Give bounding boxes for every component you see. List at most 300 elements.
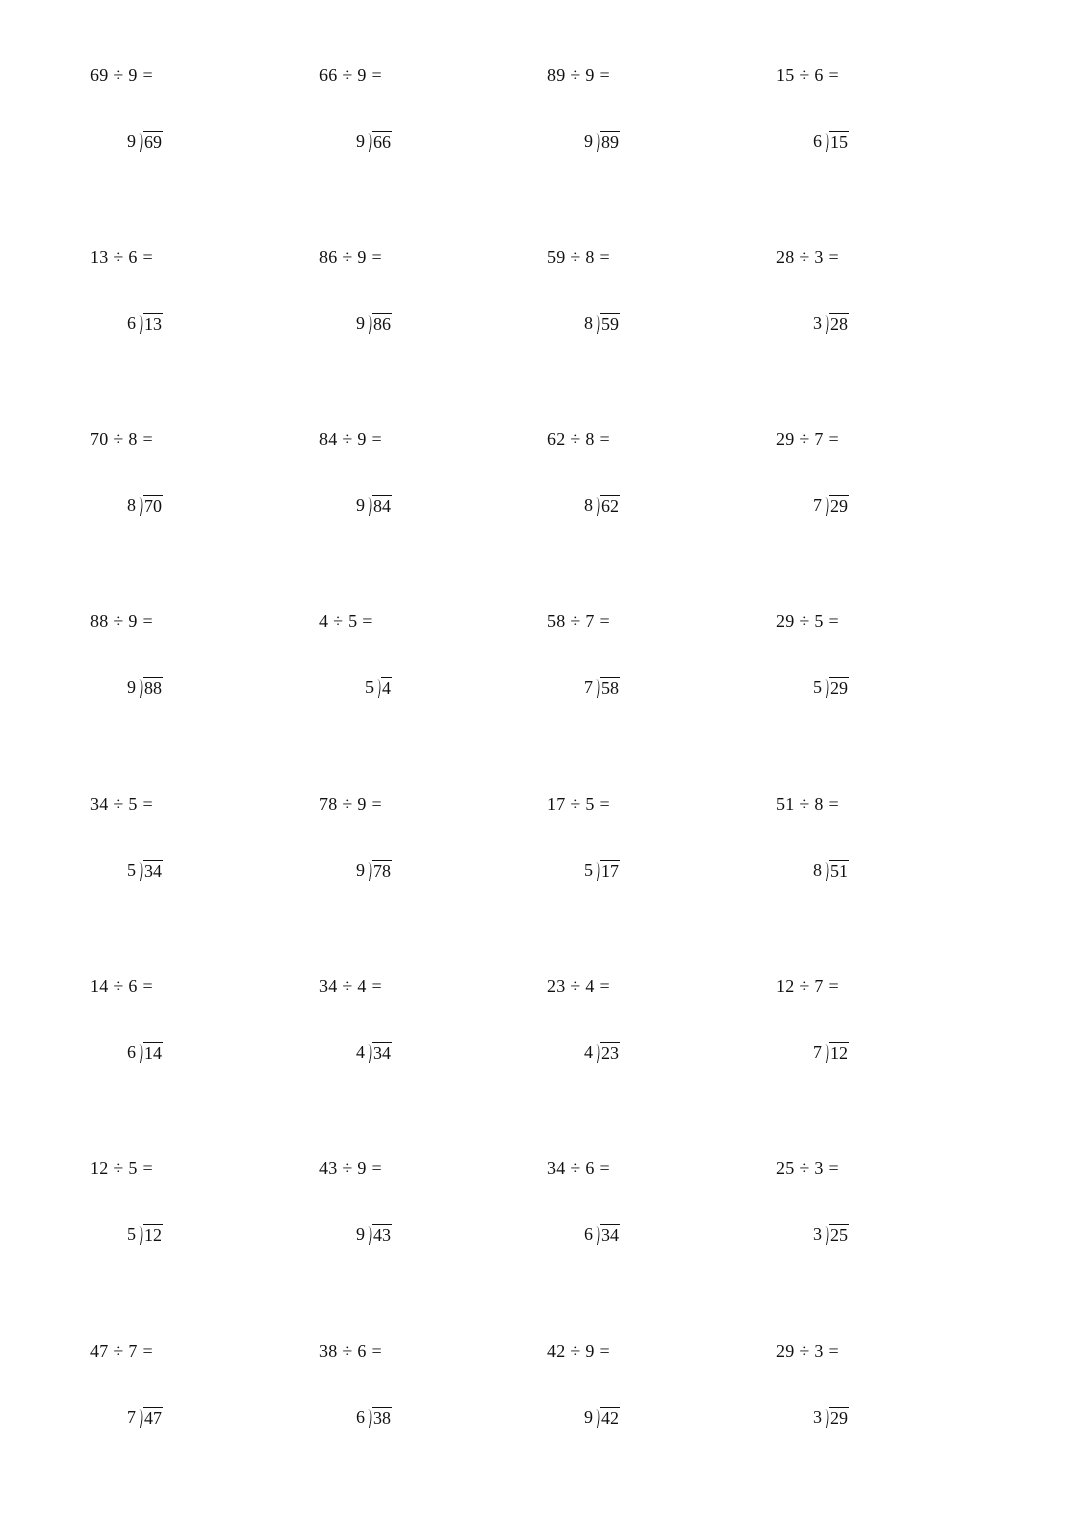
- division-equation: [90, 246, 153, 268]
- long-division-bracket: [127, 859, 163, 881]
- divide-sign: ÷: [799, 429, 810, 449]
- long-division-dividend: 47: [144, 1408, 162, 1428]
- divide-sign: ÷: [799, 1158, 810, 1178]
- long-division-dividend: 38: [373, 1408, 391, 1428]
- equals-sign: =: [599, 65, 610, 85]
- equation-divisor: 9: [357, 429, 367, 449]
- division-bracket-icon: [137, 861, 143, 881]
- divide-sign: ÷: [342, 1158, 353, 1178]
- long-division-bracket: [584, 676, 620, 698]
- equation-divisor: 7: [814, 429, 824, 449]
- long-division-dividend: 43: [373, 1225, 391, 1245]
- division-bracket-icon: [594, 678, 600, 698]
- equals-sign: =: [142, 429, 153, 449]
- division-bracket-icon: [594, 1225, 600, 1245]
- division-problem: [90, 428, 290, 538]
- division-equation: [90, 1340, 153, 1362]
- division-equation: [319, 1157, 382, 1179]
- equation-dividend: 69: [90, 65, 109, 85]
- equation-divisor: 5: [128, 1158, 138, 1178]
- division-bracket-icon: [823, 314, 829, 334]
- divide-sign: ÷: [570, 1341, 581, 1361]
- equals-sign: =: [828, 611, 839, 631]
- long-division-bracket: [584, 1223, 620, 1245]
- division-bracket-icon: [137, 1225, 143, 1245]
- long-division-bracket: [584, 130, 620, 152]
- division-bracket-icon: [594, 496, 600, 516]
- long-division-dividend: 58: [601, 678, 619, 698]
- division-equation: [90, 975, 153, 997]
- equation-divisor: 8: [585, 429, 595, 449]
- division-bracket-icon: [594, 314, 600, 334]
- long-division-bracket: [813, 1223, 849, 1245]
- equation-divisor: 7: [585, 611, 595, 631]
- divide-sign: ÷: [113, 1341, 124, 1361]
- equals-sign: =: [599, 611, 610, 631]
- division-equation: [776, 610, 839, 632]
- long-division-bracket: [356, 1041, 392, 1063]
- equation-divisor: 6: [128, 247, 138, 267]
- equation-divisor: 9: [585, 1341, 595, 1361]
- division-problem: [776, 1157, 976, 1267]
- division-problem: [90, 64, 290, 174]
- divide-sign: ÷: [799, 794, 810, 814]
- division-bracket-icon: [137, 1408, 143, 1428]
- divide-sign: ÷: [570, 976, 581, 996]
- equation-divisor: 7: [814, 976, 824, 996]
- equation-divisor: 4: [585, 976, 595, 996]
- division-problem: [547, 610, 747, 720]
- equation-dividend: 38: [319, 1341, 338, 1361]
- long-division-divisor: 8: [127, 495, 136, 515]
- division-equation: [547, 1340, 610, 1362]
- long-division-divisor: 6: [584, 1224, 593, 1244]
- division-bracket-icon: [823, 1043, 829, 1063]
- equation-divisor: 9: [357, 247, 367, 267]
- equation-divisor: 5: [348, 611, 358, 631]
- equation-dividend: 51: [776, 794, 795, 814]
- long-division-dividend: 51: [830, 861, 848, 881]
- division-bracket-icon: [366, 1225, 372, 1245]
- division-equation: [90, 610, 153, 632]
- long-division-divisor: 7: [584, 677, 593, 697]
- long-division-bracket: [813, 312, 849, 334]
- equation-divisor: 6: [357, 1341, 367, 1361]
- long-division-bracket: [127, 312, 163, 334]
- equals-sign: =: [142, 794, 153, 814]
- long-division-dividend: 59: [601, 314, 619, 334]
- equals-sign: =: [371, 65, 382, 85]
- equals-sign: =: [828, 247, 839, 267]
- divide-sign: ÷: [113, 247, 124, 267]
- equals-sign: =: [828, 1158, 839, 1178]
- division-problem: [547, 793, 747, 903]
- equation-dividend: 88: [90, 611, 109, 631]
- division-bracket-icon: [366, 132, 372, 152]
- division-problem: [90, 246, 290, 356]
- division-bracket-icon: [137, 678, 143, 698]
- long-division-divisor: 3: [813, 313, 822, 333]
- divide-sign: ÷: [342, 247, 353, 267]
- division-bracket-icon: [823, 861, 829, 881]
- equation-dividend: 66: [319, 65, 338, 85]
- equation-divisor: 3: [814, 247, 824, 267]
- division-equation: [547, 610, 610, 632]
- division-problem: [319, 428, 519, 538]
- long-division-dividend: 78: [373, 861, 391, 881]
- long-division-bracket: [127, 130, 163, 152]
- division-problem: [776, 246, 976, 356]
- division-problem: [547, 1157, 747, 1267]
- equals-sign: =: [142, 65, 153, 85]
- division-bracket-icon: [137, 314, 143, 334]
- long-division-dividend: 86: [373, 314, 391, 334]
- division-equation: [776, 428, 839, 450]
- equation-dividend: 29: [776, 611, 795, 631]
- equation-divisor: 3: [814, 1158, 824, 1178]
- equals-sign: =: [599, 794, 610, 814]
- division-equation: [319, 428, 382, 450]
- long-division-bracket: [356, 130, 392, 152]
- divide-sign: ÷: [113, 794, 124, 814]
- equals-sign: =: [371, 794, 382, 814]
- long-division-dividend: 14: [144, 1043, 162, 1063]
- equation-dividend: 14: [90, 976, 109, 996]
- equation-divisor: 3: [814, 1341, 824, 1361]
- long-division-divisor: 3: [813, 1224, 822, 1244]
- long-division-divisor: 9: [584, 131, 593, 151]
- equation-divisor: 9: [357, 794, 367, 814]
- long-division-bracket: [356, 312, 392, 334]
- long-division-dividend: 25: [830, 1225, 848, 1245]
- equals-sign: =: [142, 247, 153, 267]
- equation-divisor: 9: [357, 1158, 367, 1178]
- divide-sign: ÷: [799, 1341, 810, 1361]
- long-division-divisor: 5: [127, 1224, 136, 1244]
- division-equation: [319, 246, 382, 268]
- division-problem: [776, 64, 976, 174]
- division-equation: [547, 975, 610, 997]
- equals-sign: =: [371, 1341, 382, 1361]
- equation-dividend: 15: [776, 65, 795, 85]
- division-bracket-icon: [823, 1408, 829, 1428]
- division-problem: [90, 1340, 290, 1450]
- long-division-dividend: 34: [373, 1043, 391, 1063]
- long-division-divisor: 9: [127, 677, 136, 697]
- equals-sign: =: [371, 1158, 382, 1178]
- division-equation: [90, 428, 153, 450]
- division-problem: [776, 975, 976, 1085]
- long-division-dividend: 28: [830, 314, 848, 334]
- divide-sign: ÷: [342, 976, 353, 996]
- long-division-dividend: 62: [601, 496, 619, 516]
- equals-sign: =: [371, 247, 382, 267]
- long-division-bracket: [356, 859, 392, 881]
- equation-dividend: 17: [547, 794, 566, 814]
- division-problem: [547, 975, 747, 1085]
- divide-sign: ÷: [342, 794, 353, 814]
- division-bracket-icon: [366, 1043, 372, 1063]
- equation-divisor: 9: [357, 65, 367, 85]
- division-bracket-icon: [137, 1043, 143, 1063]
- equals-sign: =: [599, 429, 610, 449]
- long-division-dividend: 23: [601, 1043, 619, 1063]
- long-division-divisor: 5: [365, 677, 374, 697]
- division-equation: [547, 246, 610, 268]
- long-division-dividend: 29: [830, 496, 848, 516]
- division-problem: [776, 610, 976, 720]
- long-division-bracket: [127, 676, 163, 698]
- long-division-dividend: 89: [601, 132, 619, 152]
- equation-dividend: 70: [90, 429, 109, 449]
- division-bracket-icon: [375, 678, 381, 698]
- long-division-bracket: [584, 1041, 620, 1063]
- division-bracket-icon: [366, 861, 372, 881]
- equation-divisor: 6: [585, 1158, 595, 1178]
- equation-dividend: 34: [547, 1158, 566, 1178]
- long-division-divisor: 8: [813, 860, 822, 880]
- long-division-dividend: 29: [830, 678, 848, 698]
- equals-sign: =: [142, 611, 153, 631]
- division-equation: [90, 64, 153, 86]
- long-division-bracket: [813, 859, 849, 881]
- equation-dividend: 58: [547, 611, 566, 631]
- long-division-bracket: [813, 676, 849, 698]
- equals-sign: =: [599, 976, 610, 996]
- long-division-bracket: [356, 1406, 392, 1428]
- long-division-dividend: 34: [601, 1225, 619, 1245]
- equation-divisor: 9: [128, 611, 138, 631]
- long-division-bracket: [813, 494, 849, 516]
- division-problem: [90, 793, 290, 903]
- division-problem: [319, 1340, 519, 1450]
- long-division-divisor: 8: [584, 313, 593, 333]
- divide-sign: ÷: [570, 1158, 581, 1178]
- equation-dividend: 12: [776, 976, 795, 996]
- division-problem: [776, 793, 976, 903]
- division-problem: [319, 246, 519, 356]
- division-bracket-icon: [366, 314, 372, 334]
- long-division-divisor: 7: [127, 1407, 136, 1427]
- long-division-dividend: 42: [601, 1408, 619, 1428]
- long-division-divisor: 6: [127, 313, 136, 333]
- long-division-divisor: 6: [356, 1407, 365, 1427]
- long-division-divisor: 4: [584, 1042, 593, 1062]
- divide-sign: ÷: [570, 429, 581, 449]
- divide-sign: ÷: [113, 976, 124, 996]
- division-problem: [547, 428, 747, 538]
- long-division-bracket: [584, 859, 620, 881]
- division-equation: [547, 1157, 610, 1179]
- equals-sign: =: [828, 65, 839, 85]
- long-division-dividend: 4: [382, 678, 391, 698]
- division-equation: [547, 64, 610, 86]
- equation-dividend: 62: [547, 429, 566, 449]
- long-division-divisor: 5: [813, 677, 822, 697]
- long-division-bracket: [127, 1041, 163, 1063]
- long-division-bracket: [584, 1406, 620, 1428]
- divide-sign: ÷: [113, 65, 124, 85]
- equation-dividend: 34: [90, 794, 109, 814]
- division-equation: [319, 64, 382, 86]
- equation-divisor: 5: [128, 794, 138, 814]
- division-bracket-icon: [366, 496, 372, 516]
- division-equation: [319, 793, 382, 815]
- equals-sign: =: [828, 1341, 839, 1361]
- division-equation: [776, 975, 839, 997]
- long-division-divisor: 8: [584, 495, 593, 515]
- long-division-dividend: 13: [144, 314, 162, 334]
- equation-dividend: 34: [319, 976, 338, 996]
- division-problem: [319, 64, 519, 174]
- long-division-dividend: 84: [373, 496, 391, 516]
- division-problem: [319, 975, 519, 1085]
- long-division-dividend: 70: [144, 496, 162, 516]
- long-division-divisor: 9: [127, 131, 136, 151]
- division-equation: [776, 1157, 839, 1179]
- equation-dividend: 89: [547, 65, 566, 85]
- long-division-divisor: 9: [356, 131, 365, 151]
- equation-dividend: 29: [776, 429, 795, 449]
- long-division-divisor: 9: [356, 313, 365, 333]
- equals-sign: =: [828, 794, 839, 814]
- division-equation: [319, 975, 382, 997]
- equation-dividend: 78: [319, 794, 338, 814]
- equals-sign: =: [371, 429, 382, 449]
- divide-sign: ÷: [799, 247, 810, 267]
- divide-sign: ÷: [113, 1158, 124, 1178]
- equation-divisor: 9: [585, 65, 595, 85]
- equation-dividend: 86: [319, 247, 338, 267]
- equals-sign: =: [371, 976, 382, 996]
- division-bracket-icon: [823, 678, 829, 698]
- divide-sign: ÷: [342, 429, 353, 449]
- long-division-divisor: 4: [356, 1042, 365, 1062]
- long-division-bracket: [365, 676, 392, 698]
- equals-sign: =: [828, 429, 839, 449]
- equation-dividend: 28: [776, 247, 795, 267]
- divide-sign: ÷: [570, 65, 581, 85]
- long-division-divisor: 7: [813, 495, 822, 515]
- equation-dividend: 84: [319, 429, 338, 449]
- long-division-bracket: [813, 1406, 849, 1428]
- divide-sign: ÷: [570, 611, 581, 631]
- division-problem: [776, 428, 976, 538]
- division-equation: [547, 793, 610, 815]
- equals-sign: =: [142, 1341, 153, 1361]
- equation-divisor: 6: [128, 976, 138, 996]
- division-bracket-icon: [594, 132, 600, 152]
- division-equation: [776, 793, 839, 815]
- long-division-divisor: 9: [584, 1407, 593, 1427]
- long-division-divisor: 5: [127, 860, 136, 880]
- equals-sign: =: [599, 1341, 610, 1361]
- long-division-bracket: [356, 494, 392, 516]
- long-division-dividend: 88: [144, 678, 162, 698]
- division-equation: [90, 793, 153, 815]
- division-problem: [90, 1157, 290, 1267]
- long-division-dividend: 15: [830, 132, 848, 152]
- long-division-bracket: [813, 1041, 849, 1063]
- equation-dividend: 42: [547, 1341, 566, 1361]
- division-problem: [319, 793, 519, 903]
- division-bracket-icon: [137, 496, 143, 516]
- equals-sign: =: [828, 976, 839, 996]
- division-bracket-icon: [137, 132, 143, 152]
- equation-dividend: 23: [547, 976, 566, 996]
- equals-sign: =: [599, 1158, 610, 1178]
- equation-dividend: 25: [776, 1158, 795, 1178]
- division-equation: [319, 610, 373, 632]
- long-division-divisor: 5: [584, 860, 593, 880]
- division-problem: [90, 610, 290, 720]
- division-problem: [547, 1340, 747, 1450]
- division-equation: [776, 1340, 839, 1362]
- division-bracket-icon: [823, 132, 829, 152]
- long-division-divisor: 9: [356, 1224, 365, 1244]
- division-bracket-icon: [823, 496, 829, 516]
- equation-divisor: 4: [357, 976, 367, 996]
- long-division-dividend: 34: [144, 861, 162, 881]
- equation-divisor: 8: [814, 794, 824, 814]
- long-division-bracket: [127, 1406, 163, 1428]
- long-division-divisor: 3: [813, 1407, 822, 1427]
- equation-divisor: 5: [585, 794, 595, 814]
- long-division-dividend: 66: [373, 132, 391, 152]
- equation-divisor: 7: [128, 1341, 138, 1361]
- equation-dividend: 29: [776, 1341, 795, 1361]
- division-problem: [547, 64, 747, 174]
- division-problem: [547, 246, 747, 356]
- long-division-dividend: 17: [601, 861, 619, 881]
- division-bracket-icon: [594, 1043, 600, 1063]
- equation-divisor: 9: [128, 65, 138, 85]
- division-equation: [90, 1157, 153, 1179]
- division-equation: [776, 64, 839, 86]
- divide-sign: ÷: [570, 794, 581, 814]
- divide-sign: ÷: [799, 65, 810, 85]
- long-division-divisor: 7: [813, 1042, 822, 1062]
- division-equation: [319, 1340, 382, 1362]
- long-division-dividend: 12: [144, 1225, 162, 1245]
- divide-sign: ÷: [113, 429, 124, 449]
- divide-sign: ÷: [799, 976, 810, 996]
- long-division-bracket: [584, 494, 620, 516]
- division-equation: [776, 246, 839, 268]
- divide-sign: ÷: [342, 65, 353, 85]
- equation-dividend: 43: [319, 1158, 338, 1178]
- long-division-bracket: [813, 130, 849, 152]
- equation-dividend: 4: [319, 611, 329, 631]
- division-bracket-icon: [594, 861, 600, 881]
- division-bracket-icon: [366, 1408, 372, 1428]
- division-problem: [319, 1157, 519, 1267]
- division-bracket-icon: [823, 1225, 829, 1245]
- equals-sign: =: [599, 247, 610, 267]
- equals-sign: =: [142, 1158, 153, 1178]
- long-division-dividend: 69: [144, 132, 162, 152]
- divide-sign: ÷: [333, 611, 344, 631]
- long-division-divisor: 6: [813, 131, 822, 151]
- equation-divisor: 6: [814, 65, 824, 85]
- equation-dividend: 12: [90, 1158, 109, 1178]
- equation-divisor: 5: [814, 611, 824, 631]
- long-division-bracket: [127, 1223, 163, 1245]
- equation-divisor: 8: [128, 429, 138, 449]
- division-bracket-icon: [594, 1408, 600, 1428]
- equals-sign: =: [142, 976, 153, 996]
- long-division-bracket: [127, 494, 163, 516]
